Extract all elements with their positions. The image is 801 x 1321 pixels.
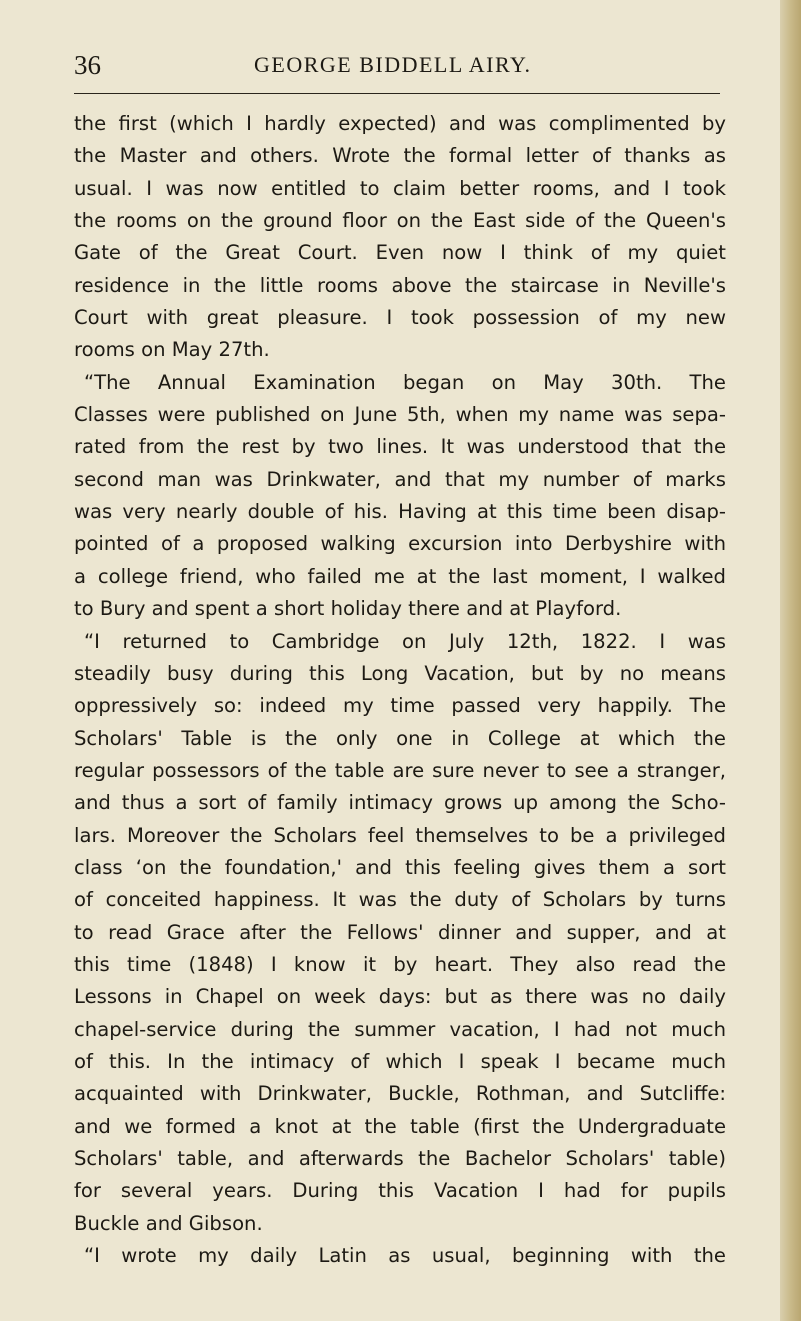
text-line: rated from the rest by two lines. It was understood that the	[74, 435, 726, 459]
text-line: a college friend, who failed me at the last moment, I walked	[74, 564, 726, 588]
text-line: rooms on May 27th.	[74, 338, 270, 362]
text-line: chapel-service during the summer vacation, I had not much	[74, 1017, 726, 1041]
text-line: Scholars' table, and afterwards the Bachelor Scholars' table)	[74, 1147, 726, 1170]
text-line: “I wrote my daily Latin as usual, beginning with the	[84, 1244, 726, 1268]
text-line: Scholars' Table is the only one in College at which the	[74, 726, 726, 750]
text-line: for several years. During this Vacation I had for pupils	[74, 1179, 726, 1203]
text-line: “I returned to Cambridge on July 12th, 1822. I was	[84, 629, 726, 653]
text-line: Buckle and Gibson.	[74, 1211, 263, 1235]
page-edge	[780, 0, 801, 1321]
body-text	[74, 108, 726, 1272]
text-line: this time (1848) I know it by heart. They also read the	[74, 952, 726, 976]
text-line: to read Grace after the Fellows' dinner and supper, and at	[74, 920, 726, 944]
text-line: regular possessors of the table are sure never to see a stranger,	[74, 758, 726, 782]
text-line: and we formed a knot at the table (first the Undergraduate	[74, 1114, 726, 1138]
text-line: the first (which I hardly expected) and was complimented by	[74, 112, 726, 135]
text-line: acquainted with Drinkwater, Buckle, Rothman, and Sutcliffe:	[74, 1082, 726, 1106]
text-line: Lessons in Chapel on week days: but as there was no daily	[74, 985, 726, 1009]
text-line: second man was Drinkwater, and that my number of marks	[74, 467, 726, 491]
text-line: was very nearly double of his. Having at this time been disap-	[74, 500, 726, 524]
page-number: 36	[74, 50, 101, 80]
text-line: Classes were published on June 5th, when my name was sepa-	[74, 403, 726, 427]
text-line: the Master and others. Wrote the formal letter of thanks as	[74, 144, 726, 168]
text-line: residence in the little rooms above the staircase in Neville's	[74, 273, 726, 297]
header-rule	[74, 93, 720, 94]
text-line: steadily busy during this Long Vacation, but by no means	[74, 661, 726, 685]
text-line: usual. I was now entitled to claim better rooms, and I took	[74, 176, 726, 200]
text-line: Court with great pleasure. I took possession of my new	[74, 306, 726, 330]
text-line: “The Annual Examination began on May 30th. The	[84, 370, 726, 394]
text-line: oppressively so: indeed my time passed very happily. The	[74, 694, 726, 718]
text-line: Gate of the Great Court. Even now I think of my quiet	[74, 241, 726, 265]
text-line: pointed of a proposed walking excursion into Derbyshire with	[74, 532, 726, 556]
text-line: to Bury and spent a short holiday there and at Playford.	[74, 597, 622, 621]
text-line: of conceited happiness. It was the duty of Scholars by turns	[74, 888, 726, 912]
text-line: of this. In the intimacy of which I speak I became much	[74, 1049, 726, 1073]
running-title: GEORGE BIDDELL AIRY.	[254, 52, 532, 77]
text-line: the rooms on the ground floor on the East side of the Queen's	[74, 209, 726, 233]
text-line: lars. Moreover the Scholars feel themselves to be a privileged	[74, 823, 726, 847]
page-header	[74, 50, 720, 84]
text-line: class ‘on the foundation,' and this feeling gives them a sort	[74, 855, 726, 879]
text-line: and thus a sort of family intimacy grows up among the Scho-	[74, 791, 726, 815]
